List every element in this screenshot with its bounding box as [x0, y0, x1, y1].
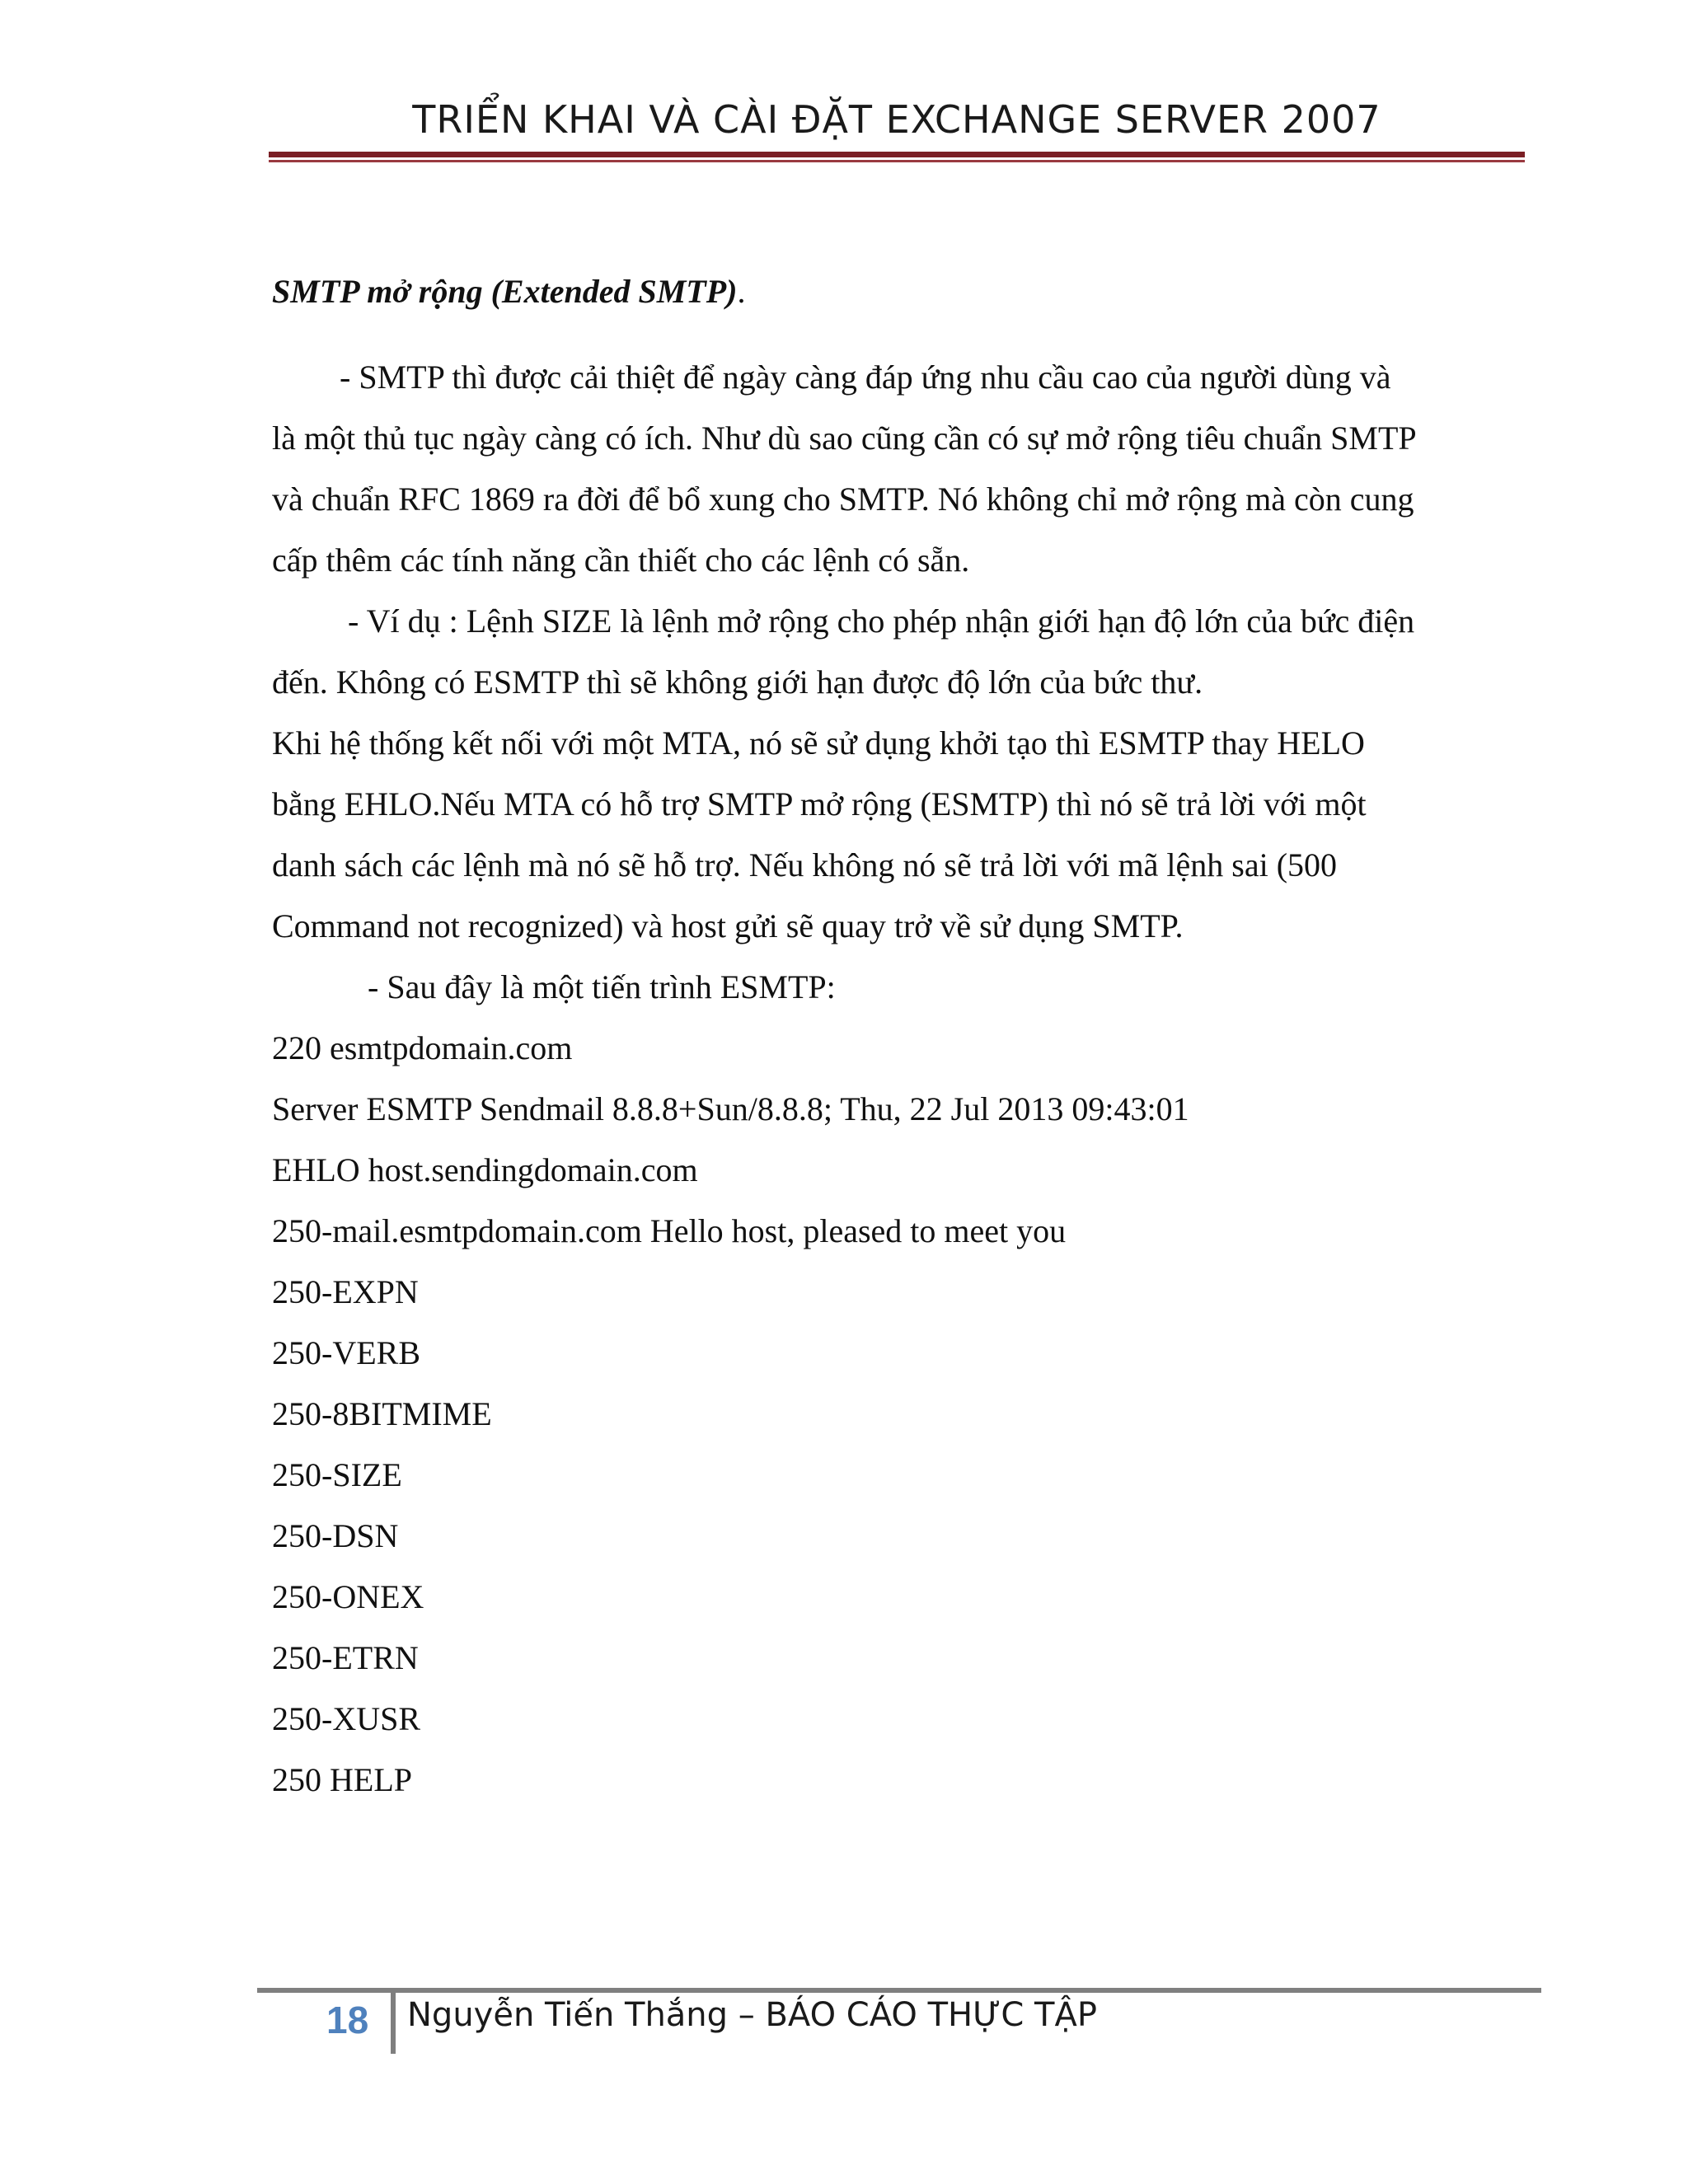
paragraph-line: Khi hệ thống kết nối với một MTA, nó sẽ sử dụng khởi tạo thì ESMTP thay HELO — [272, 724, 1365, 762]
code-line: 250-VERB — [272, 1334, 420, 1371]
code-line: 250-EXPN — [272, 1273, 419, 1310]
section-heading-line — [272, 272, 745, 311]
paragraph-line: cấp thêm các tính năng cần thiết cho các lệnh có sẵn. — [272, 541, 970, 579]
paragraph-line: bằng EHLO.Nếu MTA có hỗ trợ SMTP mở rộng (ESMTP) thì nó sẽ trả lời với một — [272, 785, 1367, 823]
code-line: 220 esmtpdomain.com — [272, 1029, 573, 1066]
code-line: 250-8BITMIME — [272, 1395, 492, 1432]
footer-divider — [391, 1993, 396, 2054]
paragraph-line: - SMTP thì được cải thiệt để ngày càng đáp ứng nhu cầu cao của người dùng và — [340, 359, 1391, 396]
page-header-title: TRIỂN KHAI VÀ CÀI ĐẶT EXCHANGE SERVER 2007 — [412, 97, 1381, 142]
paragraph-line: Command not recognized) và host gửi sẽ quay trở về sử dụng SMTP. — [272, 907, 1184, 944]
footer-text: Nguyễn Tiến Thắng – BÁO CÁO THỰC TẬP — [407, 1996, 1097, 2034]
code-line: 250-SIZE — [272, 1456, 402, 1493]
code-line: EHLO host.sendingdomain.com — [272, 1151, 698, 1188]
paragraph-line: là một thủ tục ngày càng có ích. Như dù sao cũng cần có sự mở rộng tiêu chuẩn SMTP — [272, 419, 1417, 457]
code-line: 250-ETRN — [272, 1639, 419, 1676]
code-line: 250-ONEX — [272, 1578, 424, 1615]
code-line: 250-XUSR — [272, 1700, 421, 1737]
header-rule-thin — [269, 160, 1525, 162]
paragraph-line: danh sách các lệnh mà nó sẽ hỗ trợ. Nếu không nó sẽ trả lời với mã lệnh sai (500 — [272, 846, 1338, 883]
code-line: 250-DSN — [272, 1517, 399, 1554]
paragraph-line: - Sau đây là một tiến trình ESMTP: — [368, 968, 836, 1005]
header-rule — [269, 152, 1525, 157]
code-line: 250-mail.esmtpdomain.com Hello host, pleased to meet you — [272, 1212, 1067, 1249]
paragraph-line: đến. Không có ESMTP thì sẽ không giới hạn được độ lớn của bức thư. — [272, 663, 1203, 701]
section-heading-period: . — [737, 273, 746, 310]
paragraph-line: - Ví dụ : Lệnh SIZE là lệnh mở rộng cho phép nhận giới hạn độ lớn của bức điện — [348, 602, 1415, 640]
code-line: 250 HELP — [272, 1761, 412, 1798]
code-line: Server ESMTP Sendmail 8.8.8+Sun/8.8.8; Thu, 22 Jul 2013 09:43:01 — [272, 1090, 1189, 1127]
footer-rule — [257, 1988, 1541, 1993]
paragraph-line: và chuẩn RFC 1869 ra đời để bổ xung cho SMTP. Nó không chỉ mở rộng mà còn cung — [272, 480, 1414, 518]
section-heading: SMTP mở rộng (Extended SMTP) — [272, 273, 738, 310]
page-number: 18 — [326, 1999, 369, 2041]
